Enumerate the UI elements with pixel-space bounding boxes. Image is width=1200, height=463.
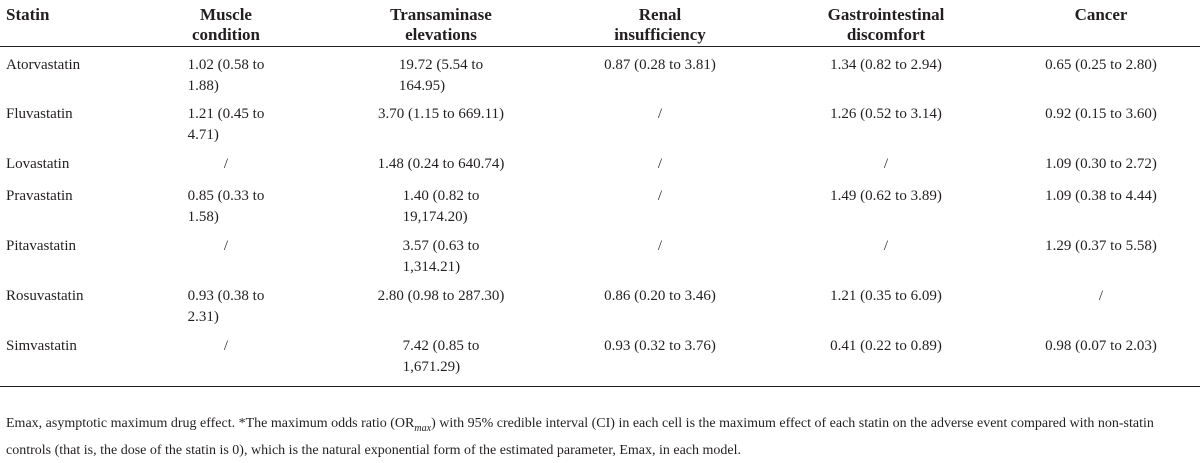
- table-row: [0, 46, 1200, 98]
- table-row: [0, 148, 1200, 180]
- cell-transaminase: 2.80 (0.98 to 287.30): [377, 288, 505, 304]
- cell-renal: /: [657, 156, 663, 172]
- cell-transaminase: 1.40 (0.82 to 19,174.20): [402, 188, 480, 225]
- cell-statin: Pitavastatin: [6, 238, 76, 254]
- cell-statin: Simvastatin: [0, 330, 120, 386]
- table-row: [0, 330, 1200, 386]
- header-cancer: Cancer: [1002, 0, 1200, 46]
- cell-muscle: /: [223, 238, 229, 254]
- cell-renal: 0.86 (0.20 to 3.46): [604, 288, 716, 304]
- cell-gi: 1.26 (0.52 to 3.14): [830, 106, 942, 122]
- cell-renal: /: [657, 238, 663, 254]
- cell-cancer: 0.98 (0.07 to 2.03): [1002, 330, 1200, 386]
- cell-renal: /: [657, 106, 663, 122]
- cell-gi: 0.41 (0.22 to 0.89): [770, 330, 1002, 386]
- cell-transaminase: 1.48 (0.24 to 640.74): [377, 156, 505, 172]
- cell-gi: /: [883, 238, 889, 254]
- cell-gi: 1.49 (0.62 to 3.89): [830, 188, 942, 204]
- header-transaminase-elevations: Transaminase elevations: [332, 0, 550, 46]
- cell-muscle: 1.21 (0.45 to 4.71): [187, 106, 265, 143]
- header-row: [0, 0, 1200, 46]
- cell-gi: 1.34 (0.82 to 2.94): [830, 56, 942, 73]
- table-footnote: Emax, asymptotic maximum drug effect. *The maximum odds ratio $(OR_{max})$ with 95% credible interval (CI) in each cell is the maximum effect of each statin on the adverse event compared with non-statin controls (that is, the dose of the statin is 0), which is the natural exponential form of the estimated parameter, Emax, in each model.: [6, 416, 1154, 458]
- cell-cancer: 0.65 (0.25 to 2.80): [1045, 56, 1157, 73]
- cell-cancer: 1.29 (0.37 to 5.58): [1045, 238, 1157, 254]
- cell-muscle: /: [223, 156, 229, 172]
- header-gastrointestinal-discomfort: Gastrointestinal discomfort: [770, 0, 1002, 46]
- cell-muscle: 1.02 (0.58 to 1.88): [187, 56, 265, 94]
- cell-transaminase: 7.42 (0.85 to 1,671.29): [332, 330, 550, 386]
- table-row: [0, 280, 1200, 330]
- cell-cancer: 1.09 (0.30 to 2.72): [1045, 156, 1157, 172]
- header-muscle-condition: Muscle condition: [120, 0, 332, 46]
- cell-statin: Pravastatin: [6, 188, 73, 204]
- cell-renal: /: [657, 188, 663, 204]
- table-row: [0, 230, 1200, 280]
- cell-gi: 1.21 (0.35 to 6.09): [830, 288, 942, 304]
- cell-cancer: 1.09 (0.38 to 4.44): [1045, 188, 1157, 204]
- cell-statin: Rosuvastatin: [6, 288, 84, 304]
- header-renal-insufficiency: Renal insufficiency: [550, 0, 770, 46]
- cell-cancer: /: [1098, 288, 1104, 304]
- cell-muscle: 0.93 (0.38 to 2.31): [187, 288, 265, 325]
- cell-renal: 0.87 (0.28 to 3.81): [604, 56, 716, 73]
- cell-statin: Fluvastatin: [6, 106, 73, 122]
- header-statin: Statin: [0, 0, 120, 46]
- cell-muscle: 0.85 (0.33 to 1.58): [187, 188, 265, 225]
- cell-transaminase: 19.72 (5.54 to 164.95): [398, 56, 484, 94]
- table-row: [0, 180, 1200, 230]
- cell-muscle: /: [120, 330, 332, 386]
- cell-statin: Atorvastatin: [6, 56, 81, 73]
- cell-cancer: 0.92 (0.15 to 3.60): [1045, 106, 1157, 122]
- cell-renal: 0.93 (0.32 to 3.76): [550, 330, 770, 386]
- cell-statin: Lovastatin: [6, 156, 70, 172]
- table-row: [0, 98, 1200, 148]
- cell-transaminase: 3.70 (1.15 to 669.11): [377, 106, 505, 122]
- cell-transaminase: 3.57 (0.63 to 1,314.21): [402, 238, 480, 275]
- cell-gi: /: [883, 156, 889, 172]
